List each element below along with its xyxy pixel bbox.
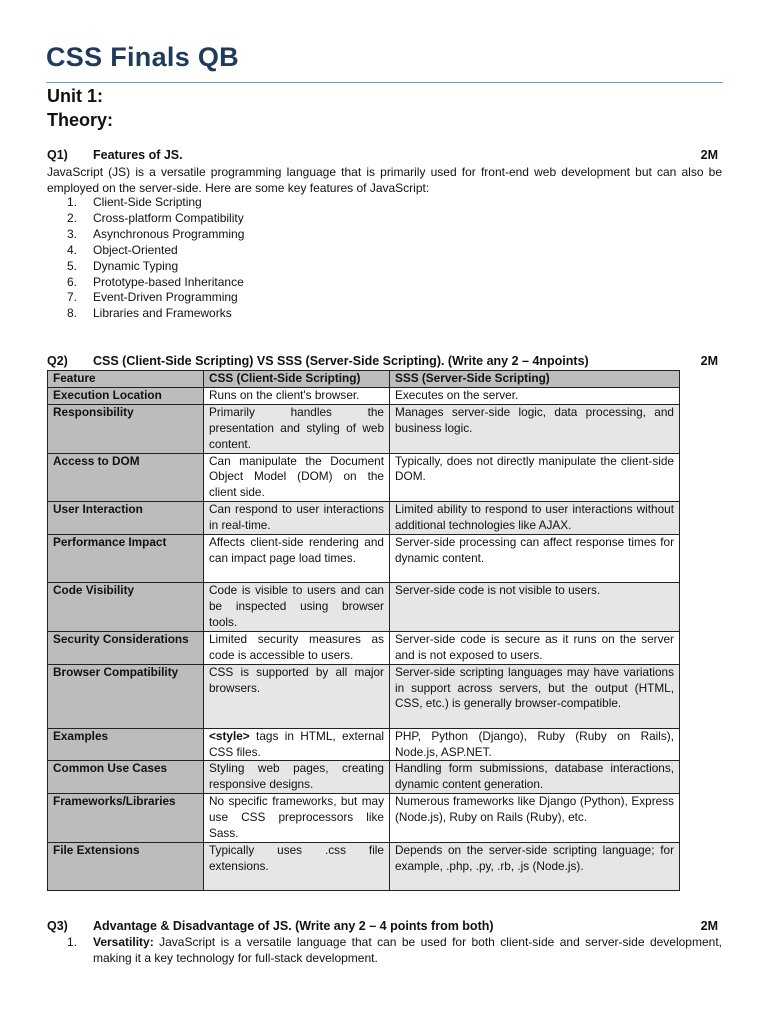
table-row bbox=[48, 728, 680, 761]
feature-cell: Access to DOM bbox=[48, 453, 204, 502]
sss-cell: Numerous frameworks like Django (Python), Express (Node.js), Ruby on Rails (Ruby), etc. bbox=[390, 794, 680, 843]
features-list bbox=[67, 195, 244, 322]
list-item bbox=[67, 211, 244, 227]
css-cell: Can respond to user interactions in real-time. bbox=[204, 502, 390, 535]
css-cell: Runs on the client's browser. bbox=[204, 387, 390, 404]
cell-text: tags in HTML, external CSS files. bbox=[209, 728, 384, 759]
document-title: CSS Finals QB bbox=[46, 42, 239, 72]
list-item bbox=[67, 259, 244, 275]
list-item-text: Libraries and Frameworks bbox=[93, 306, 232, 321]
css-cell: Affects client-side rendering and can impact page load times. bbox=[204, 535, 390, 583]
css-cell: Code is visible to users and can be inspected using browser tools. bbox=[204, 583, 390, 632]
list-item bbox=[67, 306, 244, 322]
table-row bbox=[48, 404, 680, 453]
table-row bbox=[48, 453, 680, 502]
question-number: Q1) bbox=[47, 148, 68, 162]
list-item-text: Asynchronous Programming bbox=[93, 226, 245, 241]
sss-cell: Executes on the server. bbox=[390, 387, 680, 404]
css-cell: No specific frameworks, but may use CSS preprocessors like Sass. bbox=[204, 794, 390, 843]
list-item-number: 2. bbox=[67, 210, 78, 225]
list-item bbox=[67, 227, 244, 243]
title-underline bbox=[46, 82, 723, 83]
sss-cell: Server-side processing can affect response times for dynamic content. bbox=[390, 535, 680, 583]
list-item-text: Prototype-based Inheritance bbox=[93, 274, 244, 289]
list-item bbox=[67, 243, 244, 259]
unit-heading: Unit 1: bbox=[47, 86, 103, 106]
feature-cell: Performance Impact bbox=[48, 535, 204, 583]
column-header: Feature bbox=[48, 371, 204, 388]
list-item bbox=[67, 290, 244, 306]
sss-cell: Limited ability to respond to user interactions without additional technologies like AJAX. bbox=[390, 502, 680, 535]
feature-cell: Frameworks/Libraries bbox=[48, 794, 204, 843]
list-item-text: Object-Oriented bbox=[93, 242, 178, 257]
advantages-list bbox=[67, 934, 722, 966]
list-item-number: 6. bbox=[67, 274, 78, 289]
sss-cell: Server-side scripting languages may have variations in support across servers, but the output (HTML, CSS, etc.) is generally browser-compatible. bbox=[390, 664, 680, 728]
list-item bbox=[67, 934, 722, 966]
table-row bbox=[48, 535, 680, 583]
list-item-number: 1. bbox=[67, 935, 78, 949]
sss-cell: Server-side code is secure as it runs on the server and is not exposed to users. bbox=[390, 631, 680, 664]
list-item-number: 8. bbox=[67, 306, 78, 321]
question-text: Features of JS. bbox=[93, 148, 183, 162]
sss-cell: Handling form submissions, database interactions, dynamic content generation. bbox=[390, 761, 680, 794]
feature-cell: Code Visibility bbox=[48, 583, 204, 632]
sss-cell: Typically, does not directly manipulate the client-side DOM. bbox=[390, 453, 680, 502]
point-term: Versatility: bbox=[93, 935, 154, 949]
list-item bbox=[67, 275, 244, 291]
sss-cell: Depends on the server-side scripting language; for example, .php, .py, .rb, .js (Node.js). bbox=[390, 842, 680, 890]
table-row bbox=[48, 761, 680, 794]
table-row bbox=[48, 631, 680, 664]
feature-cell: Examples bbox=[48, 728, 204, 761]
list-item-number: 3. bbox=[67, 226, 78, 241]
css-cell: Limited security measures as code is accessible to users. bbox=[204, 631, 390, 664]
css-cell bbox=[204, 728, 390, 761]
feature-cell: User Interaction bbox=[48, 502, 204, 535]
section-heading: Theory: bbox=[47, 110, 114, 130]
feature-cell: Browser Compatibility bbox=[48, 664, 204, 728]
question-text: CSS (Client-Side Scripting) VS SSS (Server-Side Scripting). (Write any 2 – 4npoints) bbox=[93, 354, 589, 368]
table-row bbox=[48, 502, 680, 535]
list-item-text: Dynamic Typing bbox=[93, 258, 179, 273]
list-item-number: 1. bbox=[67, 195, 78, 209]
table-row bbox=[48, 794, 680, 843]
css-cell: CSS is supported by all major browsers. bbox=[204, 664, 390, 728]
css-cell: Primarily handles the presentation and styling of web content. bbox=[204, 404, 390, 453]
list-item-number: 7. bbox=[67, 290, 78, 305]
list-item-text: Event-Driven Programming bbox=[93, 290, 238, 305]
table-row bbox=[48, 664, 680, 728]
question-marks: 2M bbox=[700, 919, 718, 933]
question-marks: 2M bbox=[700, 148, 718, 162]
list-item-text: Client-Side Scripting bbox=[93, 195, 202, 209]
list-item-text: Cross-platform Compatibility bbox=[93, 210, 244, 225]
table-header-row bbox=[48, 371, 680, 388]
table-row bbox=[48, 842, 680, 890]
list-item-number: 4. bbox=[67, 242, 78, 257]
css-cell: Typically uses .css file extensions. bbox=[204, 842, 390, 890]
table-row bbox=[48, 387, 680, 404]
question-number: Q3) bbox=[47, 919, 68, 933]
code-term: <style> bbox=[209, 728, 250, 743]
sss-cell: Server-side code is not visible to users. bbox=[390, 583, 680, 632]
column-header: SSS (Server-Side Scripting) bbox=[390, 371, 680, 388]
css-cell: Styling web pages, creating responsive designs. bbox=[204, 761, 390, 794]
question-number: Q2) bbox=[47, 354, 68, 368]
point-text: JavaScript is a versatile language that can be used for both client-side and server-side development, making it a key technology for full-stack development. bbox=[93, 935, 722, 965]
column-header: CSS (Client-Side Scripting) bbox=[204, 371, 390, 388]
question-1-intro: JavaScript (JS) is a versatile programming language that is primarily used for front-end web development but can also be employed on the server-side. Here are some key features of JavaScript: bbox=[47, 165, 722, 195]
feature-cell: Execution Location bbox=[48, 387, 204, 404]
question-marks: 2M bbox=[700, 354, 718, 368]
list-item-number: 5. bbox=[67, 258, 78, 273]
feature-cell: Responsibility bbox=[48, 404, 204, 453]
table-row bbox=[48, 583, 680, 632]
css-cell: Can manipulate the Document Object Model (DOM) on the client side. bbox=[204, 453, 390, 502]
feature-cell: Security Considerations bbox=[48, 631, 204, 664]
list-item bbox=[67, 195, 244, 211]
feature-cell: Common Use Cases bbox=[48, 761, 204, 794]
feature-cell: File Extensions bbox=[48, 842, 204, 890]
sss-cell: Manages server-side logic, data processing, and business logic. bbox=[390, 404, 680, 453]
comparison-table bbox=[47, 370, 680, 891]
question-text: Advantage & Disadvantage of JS. (Write any 2 – 4 points from both) bbox=[93, 919, 494, 933]
sss-cell: PHP, Python (Django), Ruby (Ruby on Rails), Node.js, ASP.NET. bbox=[390, 728, 680, 761]
